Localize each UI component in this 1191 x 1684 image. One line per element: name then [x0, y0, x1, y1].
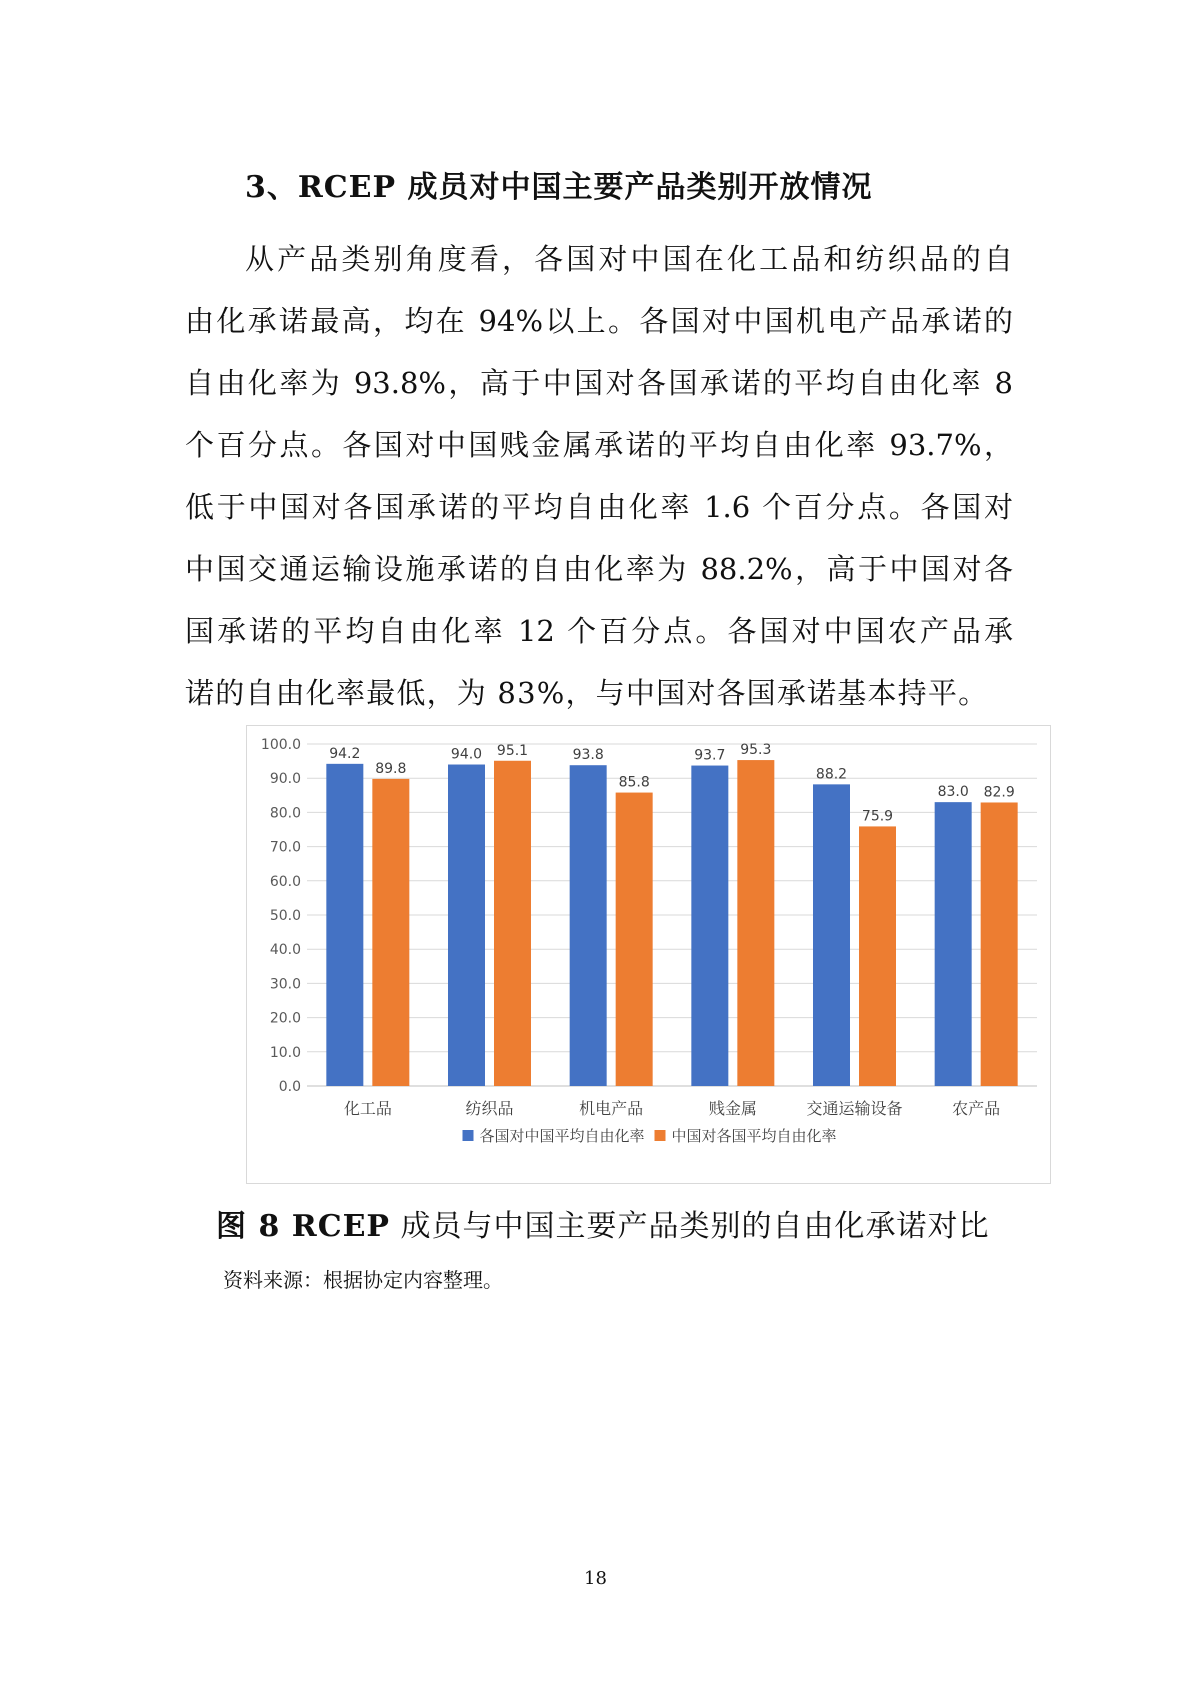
- x-tick-label: 纺织品: [465, 1099, 514, 1118]
- bar-blue: [935, 802, 972, 1086]
- source-note: 资料来源：根据协定内容整理。: [223, 1268, 503, 1292]
- y-tick-label: 20.0: [269, 1010, 301, 1027]
- bar-orange: [494, 761, 531, 1086]
- y-tick-label: 0.0: [278, 1079, 301, 1095]
- y-tick-label: 60.0: [269, 873, 301, 890]
- legend-swatch: [463, 1130, 474, 1141]
- data-label: 95.3: [740, 742, 772, 759]
- figure-caption: [216, 1201, 990, 1245]
- bar-orange: [372, 779, 409, 1086]
- bar-orange: [737, 760, 774, 1086]
- y-tick-label: 80.0: [269, 805, 301, 822]
- paragraph-line: 国承诺的平均自由化率 12 个百分点。各国对中国农产品承: [185, 614, 1013, 648]
- y-tick-label: 70.0: [269, 839, 301, 856]
- data-label: 95.1: [496, 742, 529, 759]
- figure-title: 成员与中国主要产品类别的自由化承诺对比: [390, 1209, 990, 1244]
- bar-orange: [616, 793, 653, 1086]
- bar-chart: [246, 725, 1051, 1184]
- chart-canvas: [247, 726, 1052, 1185]
- x-tick-label: 化工品: [343, 1099, 392, 1118]
- bar-orange: [981, 802, 1018, 1086]
- body-paragraph: [185, 228, 1013, 724]
- y-tick-label: 40.0: [269, 942, 301, 959]
- paragraph-line: 中国交通运输设施承诺的自由化率为 88.2%，高于中国对各: [185, 552, 1013, 586]
- y-tick-label: 100.0: [260, 737, 301, 753]
- bar-blue: [691, 766, 728, 1086]
- y-tick-label: 30.0: [269, 976, 301, 993]
- section-heading: 3、RCEP 成员对中国主要产品类别开放情况: [245, 170, 873, 205]
- y-tick-label: 90.0: [269, 771, 301, 788]
- legend-label: 中国对各国平均自由化率: [671, 1127, 837, 1145]
- data-label: 94.0: [450, 746, 483, 763]
- figure-number: 图 8 RCEP: [216, 1209, 390, 1244]
- paragraph-line: 低于中国对各国承诺的平均自由化率 1.6 个百分点。各国对: [185, 490, 1013, 524]
- bar-blue: [326, 764, 363, 1086]
- y-tick-label: 10.0: [269, 1044, 301, 1061]
- legend-swatch: [655, 1130, 666, 1141]
- bar-orange: [859, 826, 896, 1086]
- data-label: 94.2: [329, 745, 361, 762]
- data-label: 75.9: [861, 808, 894, 825]
- x-tick-label: 贱金属: [708, 1099, 757, 1118]
- paragraph-line: 由化承诺最高，均在 94%以上。各国对中国机电产品承诺的: [185, 304, 1013, 338]
- bar-blue: [813, 784, 850, 1086]
- paragraph-line: 个百分点。各国对中国贱金属承诺的平均自由化率 93.7%，: [185, 428, 1013, 462]
- data-label: 89.8: [375, 760, 407, 777]
- legend-label: 各国对中国平均自由化率: [479, 1127, 645, 1145]
- data-label: 93.8: [572, 747, 604, 764]
- data-label: 85.8: [618, 774, 650, 791]
- paragraph-line: 诺的自由化率最低，为 83%，与中国对各国承诺基本持平。: [185, 676, 989, 710]
- page-number: 18: [584, 1568, 607, 1589]
- bar-blue: [570, 765, 607, 1086]
- paragraph-line: 自由化率为 93.8%，高于中国对各国承诺的平均自由化率 8: [185, 366, 1013, 400]
- data-label: 82.9: [983, 784, 1015, 801]
- paragraph-line: 从产品类别角度看，各国对中国在化工品和纺织品的自: [245, 242, 1013, 276]
- data-label: 93.7: [694, 747, 726, 764]
- bar-blue: [448, 765, 485, 1086]
- y-tick-label: 50.0: [269, 908, 301, 924]
- data-label: 88.2: [815, 766, 848, 783]
- x-tick-label: 农产品: [952, 1099, 1001, 1118]
- data-label: 83.0: [937, 784, 969, 801]
- x-tick-label: 机电产品: [579, 1099, 644, 1118]
- x-tick-label: 交通运输设备: [806, 1099, 903, 1118]
